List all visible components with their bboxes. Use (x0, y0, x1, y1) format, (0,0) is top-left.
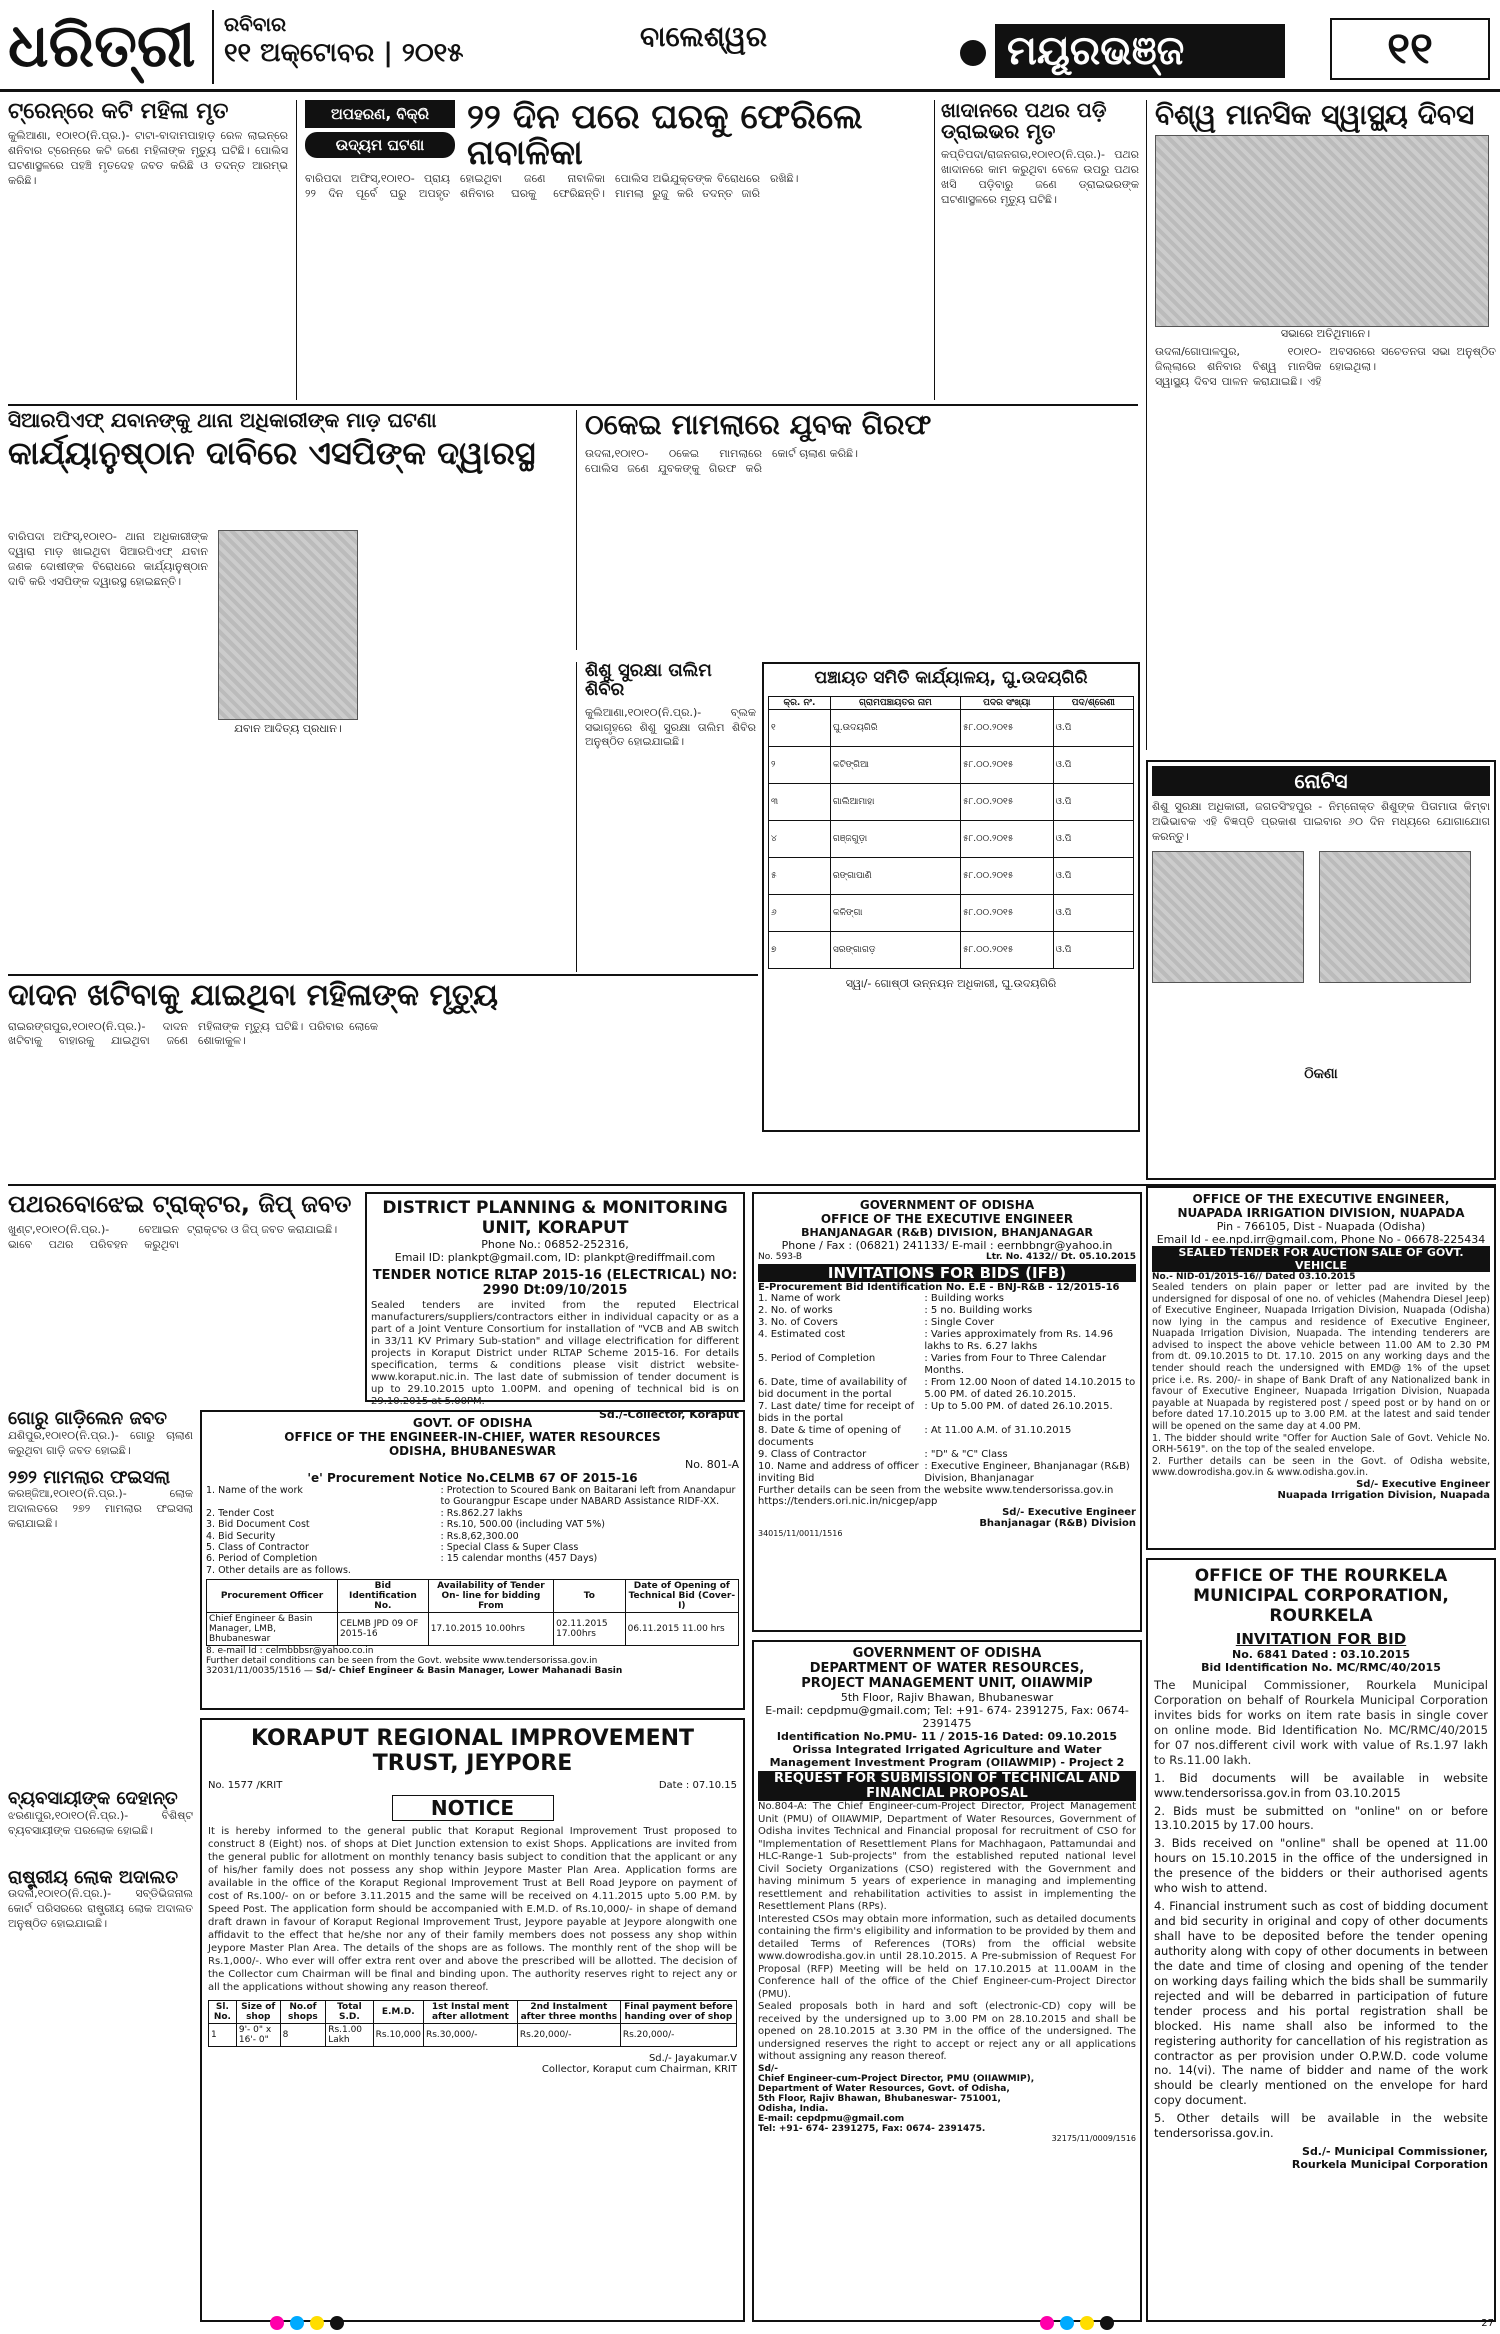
issue-date: ୧୧ ଅକ୍ଟୋବର (224, 38, 375, 68)
list-item (758, 1401, 1136, 1425)
item-label: 2. Tender Cost (206, 1507, 275, 1519)
table-cell: ୫ (769, 858, 831, 895)
table-cell: Rs.20,000/- (517, 2024, 620, 2047)
ad-body: Sealed tenders are invited from the reputed Electrical manufacturers/suppliers/contractors either in individual capacity or as a part of a Joint Venture Consortium for installation of "VCB and AB switch in 33/11 KV Primary Sub-station" and village electrification for different projects in Koraput District under RLTAP Scheme 2015-16. For details specification, terms & conditions please visit district website-www.koraput.nic.in. The last date of submission of tender document is up to 29.10.2015 upto 1.00PM. and opening of technical bid is on 29.10.2015 at 5.00PM. (371, 1300, 739, 1407)
list-item (206, 1485, 739, 1508)
table-cell: ଗାଲିଆମାହା (830, 784, 960, 821)
registration-mark-icon (330, 2316, 344, 2330)
table-cell: Rs.10,000 (373, 2024, 423, 2047)
ad-sign: Sd/- Chief Engineer-cum-Project Director, PMU (OIIAWMIP), Department of Water Resources, Govt. of Odisha, 5th Floor, Rajiv Bhawan, Bhubaneswar- 751001, Odisha, India. E-mail: cepdpmu@gmail.com Tel: +91- 674- 2391275, Fax: 0674- 2391475. (758, 2063, 1035, 2134)
registration-mark-icon (1100, 2316, 1114, 2330)
headline: ଦାଦନ ଖଟିବାକୁ ଯାଇଥିବା ମହିଳାଙ୍କ ମୃତ୍ୟୁ (8, 978, 499, 1013)
article-migrant (8, 980, 758, 1180)
table-cell: ୫୮.୦୦.୨୦୧୫ (960, 710, 1053, 747)
article-body: ଖୁଣ୍ଟ,୧୦ା୧୦(ନି.ପ୍ର.)- ବେଆଇନ ଭାବେ ପଥର ପରିବହନ କରୁଥିବା ଟ୍ରାକ୍ଟର ଓ ଜିପ୍ ଜବତ କରାଯାଇଛି। (8, 1223, 338, 1252)
table-cell: ୫୮.୦୦.୨୦୧୫ (960, 784, 1053, 821)
item-value: : Executive Engineer, Bhanjanagar (R&B) Division, Bhanjanagar (924, 1461, 1130, 1484)
table-cell: ୫୮.୦୦.୨୦୧୫ (960, 821, 1053, 858)
event-photo (1155, 135, 1489, 327)
table-cell: ସରଙ୍ଗାଗଡ଼ (830, 932, 960, 969)
list-item (758, 1449, 1136, 1461)
table-cell: ଘୁ.ଉଦୟଗିରି (830, 710, 960, 747)
item-label: 7. Other details are as follows. (206, 1564, 351, 1576)
headline-2: ୨୭୨ ମାମଲାର ଫଇସଲା (8, 1466, 171, 1488)
list-item (758, 1293, 1136, 1305)
table-header-cell: Bid Identification No. (338, 1580, 429, 1613)
table-header (769, 697, 1134, 710)
table-cell: ଓ.ପି (1053, 821, 1133, 858)
notice-title: ନୋଟିସ (1152, 766, 1490, 796)
ad-title: REQUEST FOR SUBMISSION OF TECHNICAL AND FINANCIAL PROPOSAL (758, 1771, 1136, 1801)
child-photo-2 (1319, 851, 1471, 983)
table-body (769, 710, 1134, 969)
address-label: ଠିକଣା (1304, 1065, 1338, 1082)
headline: ପଥରବୋଝେଇ ଟ୍ରାକ୍ଟର, ଜିପ୍ ଜବତ (8, 1190, 352, 1218)
table-cell: ୫୮.୦୦.୨୦୧୫ (960, 932, 1053, 969)
item-label: 4. Bid Security (206, 1530, 276, 1542)
list-item (758, 1317, 1136, 1329)
ad-more: Further detail conditions can be seen from the Govt. website www.tendersorissa.gov.in (206, 1656, 598, 1667)
article-fraud (576, 410, 1136, 650)
table-cell: ଓ.ପି (1053, 858, 1133, 895)
article-body: ବାରିପଦା ଅଫିସ୍‌,୧୦ା୧୦- ଥାନା ଅଧିକାରୀଙ୍କ ଦ୍ୱାରା ମାଡ଼ ଖାଇଥିବା ସିଆରପିଏଫ୍ ଯବାନ ଜଣକ ଦୋଷୀଙ୍କ ବିରୋଧରେ କାର୍ଯ୍ୟାନୁଷ୍ଠାନ ଦାବି କରି ଏସପିଙ୍କ ଦ୍ୱାରସ୍ଥ ହୋଇଛନ୍ତି। (8, 530, 208, 588)
table-header-cell: Total S.D. (326, 2001, 373, 2024)
table-row (769, 858, 1134, 895)
table-header-cell: 2nd Instalment after three months (517, 2001, 620, 2024)
masthead (0, 0, 1500, 92)
table-header-cell: No.of shops (280, 2001, 326, 2024)
divider (8, 974, 758, 976)
table-cell: 9'- 0" x 16'- 0" (236, 2024, 280, 2047)
ad-org-3: ODISHA, BHUBANESWAR (388, 1444, 557, 1458)
article-crpf (8, 410, 568, 970)
item-value: : Protection to Scoured Bank on Baitarani left from Anandapur to Gourangpur Escape under NABARD Assistance RIDF-XX. (440, 1485, 736, 1508)
item-value: : Varies from Four to Three Calendar Months. (924, 1353, 1107, 1376)
table-header-cell: କ୍ର. ନଂ. (769, 697, 831, 710)
table-cell: ରଙ୍ଗାପାଣି (830, 858, 960, 895)
table-cell: ଓ.ପି (1053, 747, 1133, 784)
divider (8, 404, 1138, 406)
headline: ଗୋରୁ ଗାଡ଼ିଲେନ ଜବତ (8, 1408, 168, 1429)
list-item (206, 1542, 739, 1553)
item-value: : Single Cover (924, 1317, 995, 1328)
ad-sign: Sd/- Executive Engineer Bhanjanagar (R&B) Division (979, 1507, 1136, 1529)
ad-email: 8. e-mail Id : celmbbbsr@yahoo.co.in (206, 1646, 374, 1657)
headline: ବ୍ୟବସାୟୀଙ୍କ ଦେହାନ୍ତ (8, 1788, 178, 1809)
item-value: : Special Class & Super Class (440, 1541, 579, 1553)
ad-sign: Sd/- Chief Engineer & Basin Manager, Lower Mahanadi Basin (315, 1666, 623, 1677)
ad-org-2: NUAPADA IRRIGATION DIVISION, NUAPADA (1177, 1206, 1465, 1220)
ad-bhanjanagar (752, 1192, 1142, 1632)
ad-title: 'e' Procurement Notice No.CELMB 67 OF 2015-16 (307, 1471, 638, 1485)
table-cell: କଳିଙ୍ଗା (830, 895, 960, 932)
table-header-cell: E.M.D. (373, 2001, 423, 2024)
list-item (206, 1565, 739, 1576)
item-label: 4. Estimated cost (758, 1329, 846, 1340)
ad-oiiawmip (752, 1640, 1142, 2322)
item-label: 5. Period of Completion (758, 1353, 876, 1364)
list-item (206, 1519, 739, 1530)
headline: ଖାଦାନରେ ପଥର ପଡ଼ି ଡ୍ରାଇଭର ମୃତ (941, 98, 1107, 143)
table-header-cell: Final payment before handing over of shop (620, 2001, 736, 2024)
child-notice (1146, 760, 1496, 1180)
newspaper-logo: ଧରିତ୍ରୀ (8, 11, 196, 81)
table-row (769, 895, 1134, 932)
headline: ଠକେଇ ମାମଲାରେ ଯୁବକ ଗିରଫ (585, 408, 932, 441)
table-row (769, 821, 1134, 858)
article-body: ବାରିପଦା ଅଫିସ୍‌,୧୦ା୧୦- ପ୍ରାୟ ୨୨ ଦିନ ପୂର୍ବେ ଘରୁ ଅପହୃତ ହୋଇଥିବା ଜଣେ ନାବାଳିକା ଶନିବାର ଘରକୁ ଫେରିଛନ୍ତି। ପୋଲିସ ଅଭିଯୁକ୍ତଙ୍କ ବିରୋଧରେ ମାମଲା ରୁଜୁ କରି ତଦନ୍ତ ଜାରି ରଖିଛି। (305, 172, 799, 200)
ad-org-2: OFFICE OF THE ENGINEER-IN-CHIEF, WATER RESOURCES (284, 1430, 661, 1444)
ad-phone: Phone / Fax : (06821) 241133/ E-mail : eernbbngr@yahoo.in (781, 1239, 1113, 1252)
table-header-cell: Procurement Officer (207, 1580, 338, 1613)
list-item (758, 1353, 1136, 1377)
edition-name: ବାଲେଶ୍ୱର (640, 20, 768, 53)
ad-nuapada (1146, 1186, 1496, 1550)
article-child-camp (576, 662, 756, 972)
item-label: 1. Name of work (758, 1293, 841, 1304)
list-item: 2. Bids must be submitted on "online" on or before 13.10.2015 by 17.00 hours. (1154, 1803, 1488, 1833)
ad-items (758, 1293, 1136, 1485)
table-cell: Rs.30,000/- (423, 2024, 517, 2047)
article-quarry (934, 100, 1139, 400)
ad-phone: Phone No.: 06852-252316, (481, 1238, 629, 1251)
table-cell: ଗଞ୍ଜଗୁଡ଼ା (830, 821, 960, 858)
table-header-cell: ଗ୍ରାମପଞ୍ଚାୟତର ନାମ (830, 697, 960, 710)
panchayat-table (768, 696, 1134, 969)
table-cell: Rs.1.00 Lakh (326, 2024, 373, 2047)
ad-sign: Sd./-Collector, Koraput (598, 1408, 739, 1421)
item-value: : Rs.10, 500.00 (including VAT 5%) (440, 1519, 605, 1531)
list-item (758, 1305, 1136, 1317)
ad-org-3: PROJECT MANAGEMENT UNIT, OIIAWMIP (801, 1676, 1093, 1691)
item-value: : Rs.862.27 lakhs (440, 1507, 523, 1519)
table-cell: 06.11.2015 11.00 hrs (625, 1613, 738, 1646)
table-header-cell: Sl. No. (209, 2001, 237, 2024)
item-value: : Rs.8,62,300.00 (440, 1530, 519, 1542)
table-cell: ଓ.ପି (1053, 895, 1133, 932)
ad-body: No.804-A: The Chief Engineer-cum-Project Director, Project Management Unit (PMU) of OIIAWMIP, Department of Water Resources, Government of Odisha invites Technical and Financial proposal for recruitment of CSO for "Implementation of Resettlement Plans for Machhagaon, Pattamundai and HLC-Range-1 Sub-projects" from the established reputed national level Civil Society Organizations (CSO) registered with the Government and having minimum 5 years of experience in managing and implementing resettlement and rehabilitation activities to assist in implementing the Resettlement Plans (RPs). Interested CSOs may obtain more information, such as detailed documents containing the firm's eligibility and information to be provided by them and detailed Terms of References (TORs) from the official website www.dowrodisha.gov.in until 28.10.2015. A Pre-submission of Request For Proposal (RFP) Meeting will be held on 17.10.2015 at 11.00AM in the Conference hall of the office of the Chief Engineer-cum-Project Director (PMU). Sealed proposals both in hard and soft (electronic-CD) copy will be received by the undersigned up to 3.00 PM on 28.10.2015 and shall be opened on 28.10.2015 at 3.30 PM in the office of the undersigned. The undersigned reserves the right to accept or reject any or all applications without assigning any reason thereof. (758, 1801, 1136, 2062)
kicker: ସିଆରପିଏଫ୍ ଯବାନଙ୍କୁ ଥାନା ଅଧିକାରୀଙ୍କ ମାଡ଼ ଘଟଣା (8, 408, 437, 432)
notice-body: ଶିଶୁ ସୁରକ୍ଷା ଅଧିକାରୀ, ଜଗତସିଂହପୁର - ନିମ୍ନୋକ୍ତ ଶିଶୁଙ୍କ ପିତାମାତା କିମ୍ବା ଅଭିଭାବକ ଏହି ବିଜ୍ଞପ୍ତି ପ୍ରକାଶ ପାଇବାର ୬୦ ଦିନ ମଧ୍ୟରେ ଯୋଗାଯୋଗ କରନ୍ତୁ। (1152, 800, 1490, 843)
ad-code: 34015/11/0011/1516 (758, 1529, 843, 1538)
table-cell: Chief Engineer & Basin Manager, LMB, Bhubaneswar (207, 1613, 338, 1646)
table-cell: 8 (280, 2024, 326, 2047)
ad-no: No.- NID-01/2015-16// Dated 03.10.2015 (1152, 1272, 1356, 1282)
ad-no: No. 6841 Dated : 03.10.2015 (1231, 1648, 1410, 1661)
headline: କାର୍ଯ୍ୟାନୁଷ୍ଠାନ ଦାବିରେ ଏସପିଙ୍କ ଦ୍ୱାରସ୍ଥ (8, 434, 536, 472)
registration-mark-icon (290, 2316, 304, 2330)
notice-sign: ସ୍ୱା/- ଗୋଷ୍ଠୀ ଉନ୍ନୟନ ଅଧିକାରୀ, ଘୁ.ଉଦୟଗିରି (845, 977, 1057, 990)
item-label: 2. No. of works (758, 1305, 833, 1316)
ad-address: 5th Floor, Rajiv Bhawan, Bhubaneswar (840, 1691, 1054, 1704)
list-item: 3. Bids received on "online" shall be opened at 11.00 hours on 15.10.2015 in the office of the undersigned in the presence of the bidders or their authorised agents who wish to attend. (1154, 1836, 1488, 1896)
ad-code: 32031/11/0035/1516 (206, 1666, 301, 1677)
item-label: 1. Name of the work (206, 1485, 303, 1496)
ad-program: Orissa Integrated Irrigated Agriculture and Water Management Investment Program (OIIAWMIP) - Project 2 (769, 1743, 1125, 1769)
list-item (206, 1508, 739, 1519)
ad-ident: Identification No.PMU- 11 / 2015-16 Dated: 09.10.2015 (776, 1730, 1118, 1743)
headline: ୨୨ ଦିନ ପରେ ଘରକୁ ଫେରିଲେ ନାବାଳିକା (467, 97, 863, 173)
table-header-cell: Availability of Tender On- line for bidding From (428, 1580, 553, 1613)
list-item (758, 1377, 1136, 1401)
ad-code: 32175/11/0009/1516 (1051, 2133, 1136, 2143)
table-header-cell: 1st Instal ment after allotment (423, 2001, 517, 2024)
table-cell: ୫୮.୦୦.୨୦୧୫ (960, 858, 1053, 895)
ad-org: GOVERNMENT OF ODISHA (859, 1198, 1035, 1212)
table-cell: ଓ.ପି (1053, 932, 1133, 969)
item-label: 9. Class of Contractor (758, 1449, 867, 1460)
article-body: ଝରଣାପୁର,୧୦ା୧୦(ନି.ପ୍ର.)- ବିଶିଷ୍ଟ ବ୍ୟବସାୟୀଙ୍କ ପରଲୋକ ହୋଇଛି। (8, 1808, 193, 1837)
table-cell: 1 (209, 2024, 237, 2047)
ad-email: Email Id - ee.npd.irr@gmail.com, Phone No - 06678-225434 (1156, 1233, 1486, 1246)
article-body: କପ୍ତିପଦା/ରାଜନଗର,୧୦ା୧୦(ନି.ପ୍ର.)- ପଥର ଖାଦାନରେ କାମ କରୁଥିବା ବେଳେ ଉପରୁ ପଥର ଖସି ପଡ଼ିବାରୁ ଜଣେ ଡ୍ରାଇଭରଙ୍କ ଘଟଣାସ୍ଥଳରେ ମୃତ୍ୟୁ ଘଟିଛି। (941, 148, 1139, 206)
item-label: 6. Date, time of availability of bid document in the portal (758, 1377, 907, 1400)
ad-table (208, 2000, 737, 2047)
table-header-cell: Date of Opening of Technical Bid (Cover-I) (625, 1580, 738, 1613)
item-value: : "D" & "C" Class (924, 1449, 1008, 1460)
table-row (769, 784, 1134, 821)
date-box: ରବିବାର ୧୧ ଅକ୍ଟୋବର | ୨୦୧୫ (212, 10, 632, 84)
print-footer (0, 2318, 1500, 2334)
article-body: ରାଇରଙ୍ଗପୁର,୧୦ା୧୦(ନି.ପ୍ର.)- ଦାଦନ ଖଟିବାକୁ ବାହାରକୁ ଯାଇଥିବା ଜଣେ ମହିଳାଙ୍କ ମୃତ୍ୟୁ ଘଟିଛି। ପରିବାର ଲୋକେ ଶୋକାକୁଳ। (8, 1019, 378, 1048)
table-cell: 02.11.2015 17.00hrs (554, 1613, 626, 1646)
table-cell: CELMB JPD 09 OF 2015-16 (338, 1613, 429, 1646)
ad-pin: Pin - 766105, Dist - Nuapada (Odisha) (1216, 1220, 1426, 1233)
headline: ଶିଶୁ ସୁରକ୍ଷା ତାଲିମ ଶିବିର (585, 660, 712, 700)
ad-items (206, 1485, 739, 1576)
item-label: 10. Name and address of officer inviting Bid (758, 1461, 919, 1484)
ad-title: INVITATIONS FOR BIDS (IFB) (758, 1264, 1136, 1282)
ad-ref: No. 593-B (758, 1252, 803, 1262)
item-value: : 15 calendar months (457 Days) (440, 1553, 598, 1565)
ad-bid: Bid Identification No. MC/RMC/40/2015 (1201, 1661, 1441, 1674)
ad-no: No. 1577 /KRIT (208, 1780, 283, 1791)
table-cell: 17.10.2015 10.00hrs (428, 1613, 553, 1646)
tender-title: TENDER NOTICE RLTAP 2015-16 (ELECTRICAL) NO: 2990 Dt:09/10/2015 (372, 1268, 738, 1298)
ad-subtitle: NOTICE (392, 1795, 554, 1821)
item-value: : From 12.00 Noon of dated 14.10.2015 to 5.00 PM. of dated 26.10.2015. (924, 1377, 1136, 1400)
issue-year: ୨୦୧୫ (401, 38, 464, 68)
table-cell: ୫୮.୦୦.୨୦୧୫ (960, 895, 1053, 932)
registration-mark-icon (1060, 2316, 1074, 2330)
list-item: 5. Other details will be available in the website tendersorissa.gov.in. (1154, 2111, 1488, 2141)
ad-table (206, 1579, 739, 1646)
ad-more: Further details can be seen from the website www.tendersorissa.gov.in https://tenders.ori.nic.in/nicgep/app (758, 1485, 1114, 1507)
ad-title: DISTRICT PLANNING & MONITORING UNIT, KORAPUT (382, 1198, 728, 1238)
item-value: : 5 no. Building works (924, 1305, 1033, 1316)
ad-dpmu-koraput (365, 1192, 745, 1421)
print-page-number: 27 (1481, 2318, 1494, 2329)
page-number: ୧୧ (1330, 18, 1490, 80)
list-item (758, 1329, 1136, 1353)
table-cell: ୬ (769, 895, 831, 932)
item-label: 5. Class of Contractor (206, 1541, 309, 1553)
registration-mark-icon (270, 2316, 284, 2330)
table-header-cell: To (554, 1580, 626, 1613)
item-label: 8. Date & time of opening of documents (758, 1425, 901, 1448)
article-body: ଯଶିପୁର,୧୦ା୧୦(ନି.ପ୍ର.)- ଗୋରୁ ଚାଲାଣ କରୁଥିବା ଗାଡ଼ି ଜବତ ହୋଇଛି। (8, 1428, 193, 1457)
article-minor-returns (296, 97, 926, 400)
article-body: କୁଲିଆଣା, ୧୦ା୧୦(ନି.ପ୍ର.)- ଟାଟା-ବାଦାମପାହାଡ଼ ରେଳ ଲାଇନ୍‌ରେ ଶନିବାର ଟ୍ରେନ୍‌ରେ କଟି ଜଣେ ମହିଳାଙ୍କ ମୃତ୍ୟୁ ଘଟିଛି। ପୋଲିସ ଘଟଣାସ୍ଥଳରେ ପହଞ୍ଚି ମୃତଦେହ ଜବତ କରିଛି ଓ ତଦନ୍ତ ଆରମ୍ଭ କରିଛି। (8, 129, 288, 187)
article-mental-health (1146, 100, 1496, 750)
ad-body: The Municipal Commissioner, Rourkela Municipal Corporation on behalf of Rourkela Municipal Corporation invites bids for works on item rate basis in single cover on online mode. Bid Identification No. MC/RMC/40/2015 for 07 nos.different civil work with value of Rs.1.97 lakh to Rs.11.00 lakh. (1154, 1678, 1488, 1767)
notice-title: ପଞ୍ଚାୟତ ସମିତି କାର୍ଯ୍ୟାଳୟ, ଘୁ.ଉଦୟଗିରି (814, 668, 1088, 688)
ad-rourkela (1146, 1558, 1496, 2322)
table-cell: Rs.20,000/- (620, 2024, 736, 2047)
table-cell: ୧ (769, 710, 831, 747)
ad-ltr: Ltr. No. 4132// Dt. 05.10.2015 (985, 1252, 1136, 1262)
headline: ବିଶ୍ୱ ମାନସିକ ସ୍ୱାସ୍ଥ୍ୟ ଦିବସ (1155, 98, 1475, 131)
article-body: ଉଦଳା,୧୦ା୧୦- ଠକେଇ ମାମଲାରେ ପୋଲିସ ଜଣେ ଯୁବକଙ୍କୁ ଗିରଫ କରି କୋର୍ଟ ଚାଲାଣ କରିଛି। (585, 447, 859, 476)
ad-no: No. 801-A (684, 1458, 739, 1471)
list-item (206, 1553, 739, 1564)
ad-sign: Sd./- Jayakumar.V (648, 2053, 737, 2064)
item-label: 3. Bid Document Cost (206, 1519, 310, 1531)
left-brief-column (8, 1410, 193, 1780)
ad-org-2: DEPARTMENT OF WATER RESOURCES, (809, 1661, 1085, 1676)
table-cell: ୨ (769, 747, 831, 784)
item-value: : Building works (924, 1293, 1005, 1304)
table-cell: ୪ (769, 821, 831, 858)
article-train-death (8, 100, 288, 400)
portrait-photo (218, 530, 358, 720)
registration-mark-icon (1080, 2316, 1094, 2330)
item-value: : Varies approximately from Rs. 14.96 lakhs to Rs. 6.27 lakhs (924, 1329, 1114, 1352)
ad-org-2: OFFICE OF THE EXECUTIVE ENGINEER (820, 1212, 1074, 1226)
ad-title: SEALED TENDER FOR AUCTION SALE OF GOVT. VEHICLE (1152, 1246, 1490, 1272)
table-row (209, 2024, 737, 2047)
list-item: 4. Financial instrument such as cost of bidding document and bid security in original and copy of other documents shall have to be deposited before the tender opening authority along with copy of other documents in between the date and time of closing and opening of the tender on working days failing which the bids shall be summarily rejected and will be debarred in participation of future tender process and his portal registration shall be blocked. His name shall also be informed to the registering authority for cancellation of his registration as contractor as per provision under O.P.W.D. code volume no. 14(vi). The name of bidder and name of the work should be clearly mentioned on the envelope for hard copy document. (1154, 1899, 1488, 2108)
ad-title: KORAPUT REGIONAL IMPROVEMENT TRUST, JEYPORE (250, 1726, 695, 1776)
table-cell: ଓ.ପି (1053, 784, 1133, 821)
ad-points (1154, 1771, 1488, 2142)
table-header-cell: ପଦର ସଂଖ୍ୟା (960, 697, 1053, 710)
registration-mark-icon (310, 2316, 324, 2330)
ad-celmb: GOVT. OF ODISHA OFFICE OF THE ENGINEER-IN-CHIEF, WATER RESOURCES ODISHA, BHUBANESWAR No. 801-A 'e' Procurement Notice No.CELMB 67 OF 2015-16 1. Name of the work : Protection to Scoured Bank on Baitarani left from Anandapur to Gourangpur Escape under NABARD Assistance RIDF-XX. 2. Tender Cost : Rs.862.27 lakhs 3. Bid Document Cost : Rs.10, 500.00 (including VAT 5%) 4. Bid Security : Rs.8,62,300.00 5. Class of Contractor : Special Class & Super Class 6. Period of Completion : 15 calendar months (457 Days) 7. Other details are as follows. Procurement Officer Bid Identification No. Availability of Tender On- line for bidding From To Date of Opening of Technical Bid (Cover-I) Chief Engineer & Basin Manager, LMB, Bhubaneswar CELMB JPD 09 OF 2015-16 17.10.2015 10.00hrs 02.11.2015 17.00hrs 06.11.2015 11.00 hrs 8. e-mail Id : celmbbbsr@yahoo.co.in Further detail conditions can be seen from the Govt. website www.tendersorissa.gov.in 32031/11/0035/1516 — Sd/- Chief Engineer & Basin Manager, Lower Mahanadi Basin (200, 1410, 745, 1710)
photo-caption: ଯବାନ ଆଦିତ୍ୟ ପ୍ରଧାନ। (234, 722, 342, 735)
headline-2: ରାଷ୍ଟ୍ରୀୟ ଲୋକ ଅଦାଲତ (8, 1866, 179, 1888)
ad-org: GOVERNMENT OF ODISHA (852, 1646, 1042, 1661)
ad-point-2: 2. Further details can be seen in the Govt. of Odisha website, www.dowrodisha.gov.in & www.odisha.gov.in. (1152, 1455, 1490, 1479)
list-item: 1. Bid documents will be available in website www.tendersorissa.gov.in from 03.10.2015 (1154, 1770, 1488, 1800)
ad-org: OFFICE OF THE EXECUTIVE ENGINEER, (1192, 1192, 1450, 1206)
table-cell: କଟିଙ୍ଗିଆ (830, 747, 960, 784)
ad-body: It is hereby informed to the general public that Koraput Regional Improvement Trust proposed to construct 8 (Eight) nos. of shops at Diet Junction extension to exist Shops. Applications are invited from the general public for allotment on monthly tenancy basis subject to condition that the applicant or any of his/her family does not possess any shop within Jeypore Master Plan Area. Application forms are available in the office of the Koraput Regional Improvement Trust at Bell Road Jeypore on payment of cost of Rs.100/- on or before 3.11.2015 and the same will be received on 4.11.2015 upto 5.00 P.M. by Speed Post. The application form should be accompanied with E.M.D. of Rs.10,000/- in shape of demand draft drawn in favour of Koraput Regional Improvement Trust, Jeypore payable at Jeypore alongwith one affidavit to the effect that he/she nor any of their family members does not possess any shop within Jeypore Master Plan Area. The details of the shops are as follows. The monthly rent of the shop will be Rs.1,000/-. Who ever will offer extra rent over and above the prescribed will be allotted. The decision of the Collector cum Chairman will be final and binding upon. The authority reserves right to reject any or all the applications without showing any reason thereof. (208, 1826, 737, 1993)
table-cell: ୭ (769, 932, 831, 969)
table-row (769, 710, 1134, 747)
table-row (769, 747, 1134, 784)
headline: ଟ୍ରେନ୍‌ରେ କଟି ମହିଳା ମୃତ (8, 99, 229, 124)
article-tractor (8, 1192, 358, 1402)
child-photo-1 (1152, 851, 1304, 983)
ad-email: Email ID: plankpt@gmail.com, ID: plankpt@rediffmail.com (394, 1251, 716, 1264)
list-item (758, 1425, 1136, 1449)
table-row (207, 1613, 739, 1646)
ad-point-1: 1. The bidder should write "Offer for Auction Sale of Govt. Vehicle No. ORH-5619". on the top of the sealed envelope. (1152, 1432, 1490, 1456)
table-row (769, 932, 1134, 969)
left-brief-column-2 (8, 1790, 193, 2330)
article-body-2: ଉଦଳା,୧୦ା୧୦(ନି.ପ୍ର.)- ସବ୍‌ଡିଭିଜନାଲ କୋର୍ଟ ପରିସରରେ ରାଷ୍ଟ୍ରୀୟ ଲୋକ ଅଦାଲତ ଅନୁଷ୍ଠିତ ହୋଇଯାଇଛି। (8, 1887, 193, 1931)
item-label: 7. Last date/ time for receipt of bids in the portal (758, 1401, 915, 1424)
article-body: କୁଲିଆଣା,୧୦ା୧୦(ନି.ପ୍ର.)- ବ୍ଲକ ସଭାଗୃହରେ ଶିଶୁ ସୁରକ୍ଷା ତାଲିମ ଶିବିର ଅନୁଷ୍ଠିତ ହୋଇଯାଇଛି। (585, 705, 756, 749)
table-header (209, 2001, 737, 2024)
item-label: 3. No. of Covers (758, 1317, 838, 1328)
table-header-cell: ପଦ/ଶ୍ରେଣୀ (1053, 697, 1133, 710)
table-header-cell: Size of shop (236, 2001, 280, 2024)
tag-box: ଅପହରଣ, ବିକ୍ରି (305, 100, 455, 128)
ad-title: INVITATION FOR BID (1235, 1630, 1407, 1648)
ad-id: E-Procurement Bid Identification No. E.E - BNJ-R&B - 12/2015-16 (758, 1282, 1120, 1293)
photo-caption: ସଭାରେ ଅତିଥିମାନେ। (1280, 327, 1371, 341)
ad-body: Sealed tenders on plain paper or letter pad are invited by the undersigned for disposal of one no. of vehicles (Mahendra Diesel Jeep) of Executive Engineer, Nuapada Irrigation Division, Nuapada (Odisha) now lying in the campus and residence of Executive Engineer, Nuapada Irrigation Division, Nuapada. The intending tenderers are advised to inspect the above vehicle between 11.00 AM to 2.30 PM from dt. 09.10.2015 to Dt. 17.10. 2015 on any working days and the tender should reach the undersigned with EMD@ 1% of the upset price i.e. Rs. 200/- in shape of Bank Draft of any Nationalized bank in favour of Executive Engineer, Nuapada Irrigation Division, Nuapada payable at Nuapada by registered post / speed post or by hand on or before dated 17.10.2015 up to 3.00 P.M. at the latest and said tender will be opened on the same day at 4.00 PM. (1152, 1282, 1490, 1432)
panchayat-notice (762, 662, 1140, 1132)
ad-org-3: BHANJANAGAR (R&B) DIVISION, BHANJANAGAR (801, 1226, 1093, 1239)
ad-sign: Sd/- Executive Engineer Nuapada Irrigation Division, Nuapada (1277, 1478, 1490, 1501)
list-item (206, 1531, 739, 1542)
list-item (758, 1461, 1136, 1485)
ad-sign-2: Collector, Koraput cum Chairman, KRIT (541, 2064, 737, 2075)
ad-sign: Sd./- Municipal Commissioner, Rourkela Municipal Corporation (1291, 2145, 1488, 2172)
item-value: : At 11.00 A.M. of 31.10.2015 (924, 1425, 1072, 1436)
ad-date: Date : 07.10.15 (658, 1780, 737, 1791)
table-cell: ଓ.ପି (1053, 710, 1133, 747)
table-header (207, 1580, 739, 1613)
table-cell: ୫୮.୦୦.୨୦୧୫ (960, 747, 1053, 784)
registration-mark-icon (1040, 2316, 1054, 2330)
ad-email: E-mail: cepdpmu@gmail.com; Tel: +91- 674- 2391275, Fax: 0674- 2391475 (765, 1704, 1129, 1730)
district-banner: ମୟୂରଭଞ୍ଜ (995, 24, 1285, 78)
ad-org: GOVT. OF ODISHA (412, 1416, 533, 1430)
article-body-2: କରଞ୍ଜିଆ,୧୦ା୧୦(ନି.ପ୍ର.)- ଲୋକ ଅଦାଲତରେ ୨୭୨ ମାମଲାର ଫଇସଲା କରାଯାଇଛି। (8, 1487, 193, 1531)
item-label: 6. Period of Completion (206, 1553, 318, 1565)
item-value: : Up to 5.00 PM. of dated 26.10.2015. (924, 1401, 1113, 1412)
table-cell: ୩ (769, 784, 831, 821)
article-body: ଉଦଳା/ଗୋପାଳପୁର, ୧୦ା୧୦- ଜିଲ୍ଲାରେ ଶନିବାର ବିଶ୍ୱ ମାନସିକ ସ୍ୱାସ୍ଥ୍ୟ ଦିବସ ପାଳନ କରାଯାଇଛି। ଏହି ଅବସରରେ ସଚେତନତା ସଭା ଅନୁଷ୍ଠିତ ହୋଇଥିଲା। (1155, 345, 1496, 389)
ad-krit (200, 1718, 745, 2322)
issue-day: ରବିବାର (224, 12, 287, 36)
ad-org: OFFICE OF THE ROURKELA MUNICIPAL CORPORATION, ROURKELA (1193, 1566, 1449, 1626)
bullet-icon (960, 40, 986, 66)
tag-box-2: ଉଦ୍ୟମ ଘଟଣା (305, 132, 455, 158)
